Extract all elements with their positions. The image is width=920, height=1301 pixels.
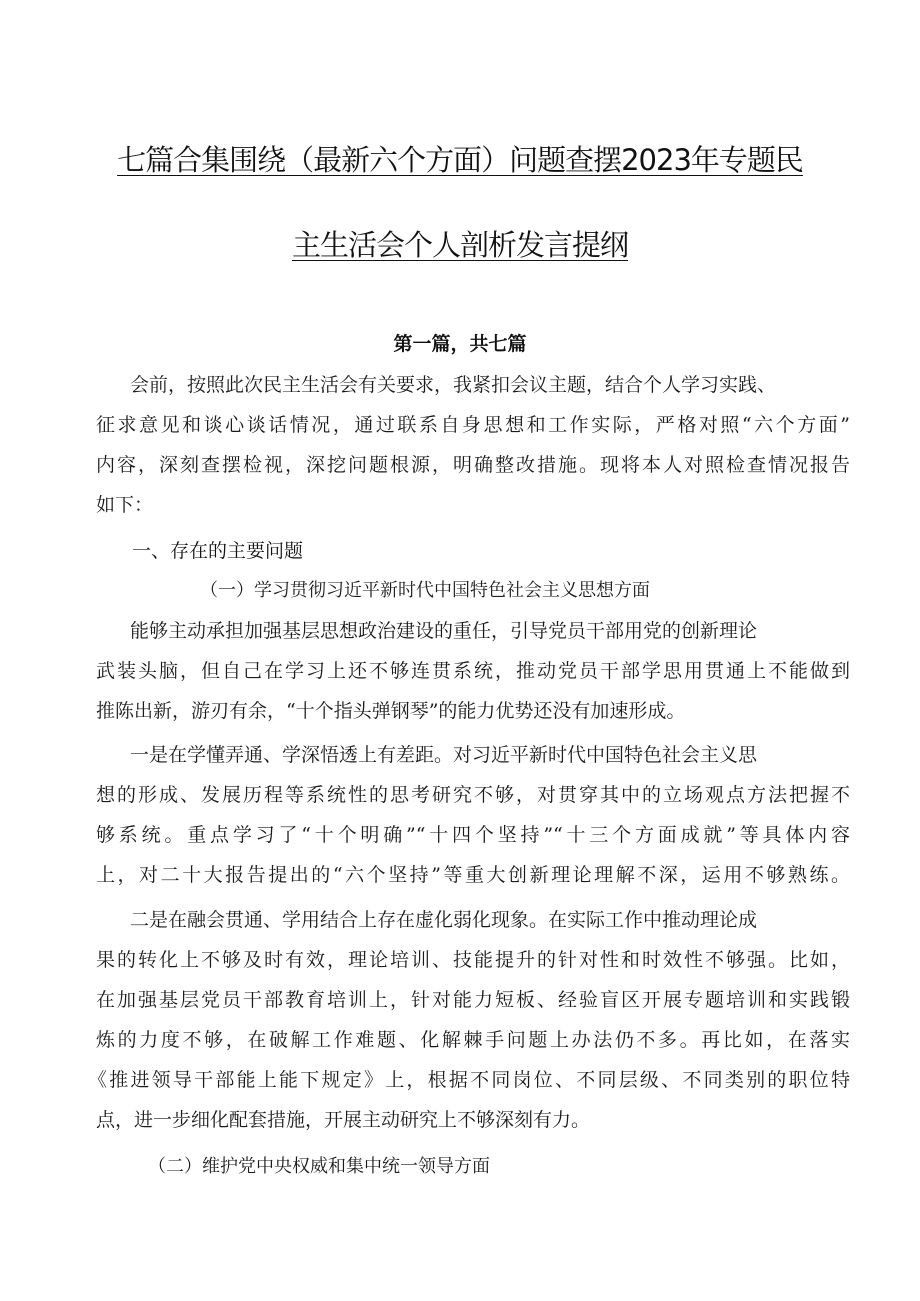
subsection-heading: （二）维护党中央权威和集中统一领导方面	[148, 1156, 490, 1177]
intro-line: 征求意见和谈心谈话情况，通过联系自身思想和工作实际，严格对照“六个方面”	[96, 414, 850, 436]
paragraph-line: 推陈出新，游刃有余，“十个指头弹钢琴”的能力优势还没有加速形成。	[96, 700, 686, 722]
part-heading: 第一篇，共七篇	[393, 333, 527, 355]
paragraph-line: 果的转化上不够及时有效，理论培训、技能提升的针对性和时效性不够强。比如，	[96, 949, 850, 971]
intro-line: 内容，深刻查摆检视，深挖问题根源，明确整改措施。现将本人对照检查情况报告	[96, 454, 850, 476]
intro-line: 如下：	[96, 494, 154, 516]
section-heading: 一、存在的主要问题	[132, 540, 304, 562]
paragraph-line: 炼的力度不够，在破解工作难题、化解棘手问题上办法仍不多。再比如，在落实	[96, 1029, 850, 1051]
intro-line: 会前，按照此次民主生活会有关要求，我紧扣会议主题，结合个人学习实践、	[130, 374, 777, 396]
subsection-heading: （一）学习贯彻习近平新时代中国特色社会主义思想方面	[200, 580, 650, 601]
paragraph-line: 想的形成、发展历程等系统性的思考研究不够，对贯穿其中的立场观点方法把握不	[96, 784, 850, 806]
paragraph-line: 《推进领导干部能上能下规定》上，根据不同岗位、不同层级、不同类别的职位特	[88, 1069, 850, 1091]
paragraph-line: 二是在融会贯通、学用结合上存在虚化弱化现象。在实际工作中推动理论成	[130, 909, 758, 931]
document-title-line-1: 七篇合集围绕（最新六个方面）问题查摆2023年专题民	[117, 143, 803, 177]
paragraph-line: 在加强基层党员干部教育培训上，针对能力短板、经验盲区开展专题培训和实践锻	[96, 989, 850, 1011]
paragraph-line: 够系统。重点学习了“十个明确”“十四个坚持”“十三个方面成就”等具体内容	[96, 824, 850, 846]
paragraph-line: 武装头脑，但自己在学习上还不够连贯系统，推动党员干部学思用贯通上不能做到	[96, 660, 850, 682]
document-title-line-2: 主生活会个人剖析发言提纲	[291, 228, 628, 262]
paragraph-line: 上，对二十大报告提出的“六个坚持”等重大创新理论理解不深，运用不够熟练。	[96, 864, 850, 886]
paragraph-line: 一是在学懂弄通、学深悟透上有差距。对习近平新时代中国特色社会主义思	[130, 744, 758, 766]
paragraph-line: 能够主动承担加强基层思想政治建设的重任，引导党员干部用党的创新理论	[130, 620, 758, 642]
paragraph-line: 点，进一步细化配套措施，开展主动研究上不够深刻有力。	[96, 1109, 591, 1131]
